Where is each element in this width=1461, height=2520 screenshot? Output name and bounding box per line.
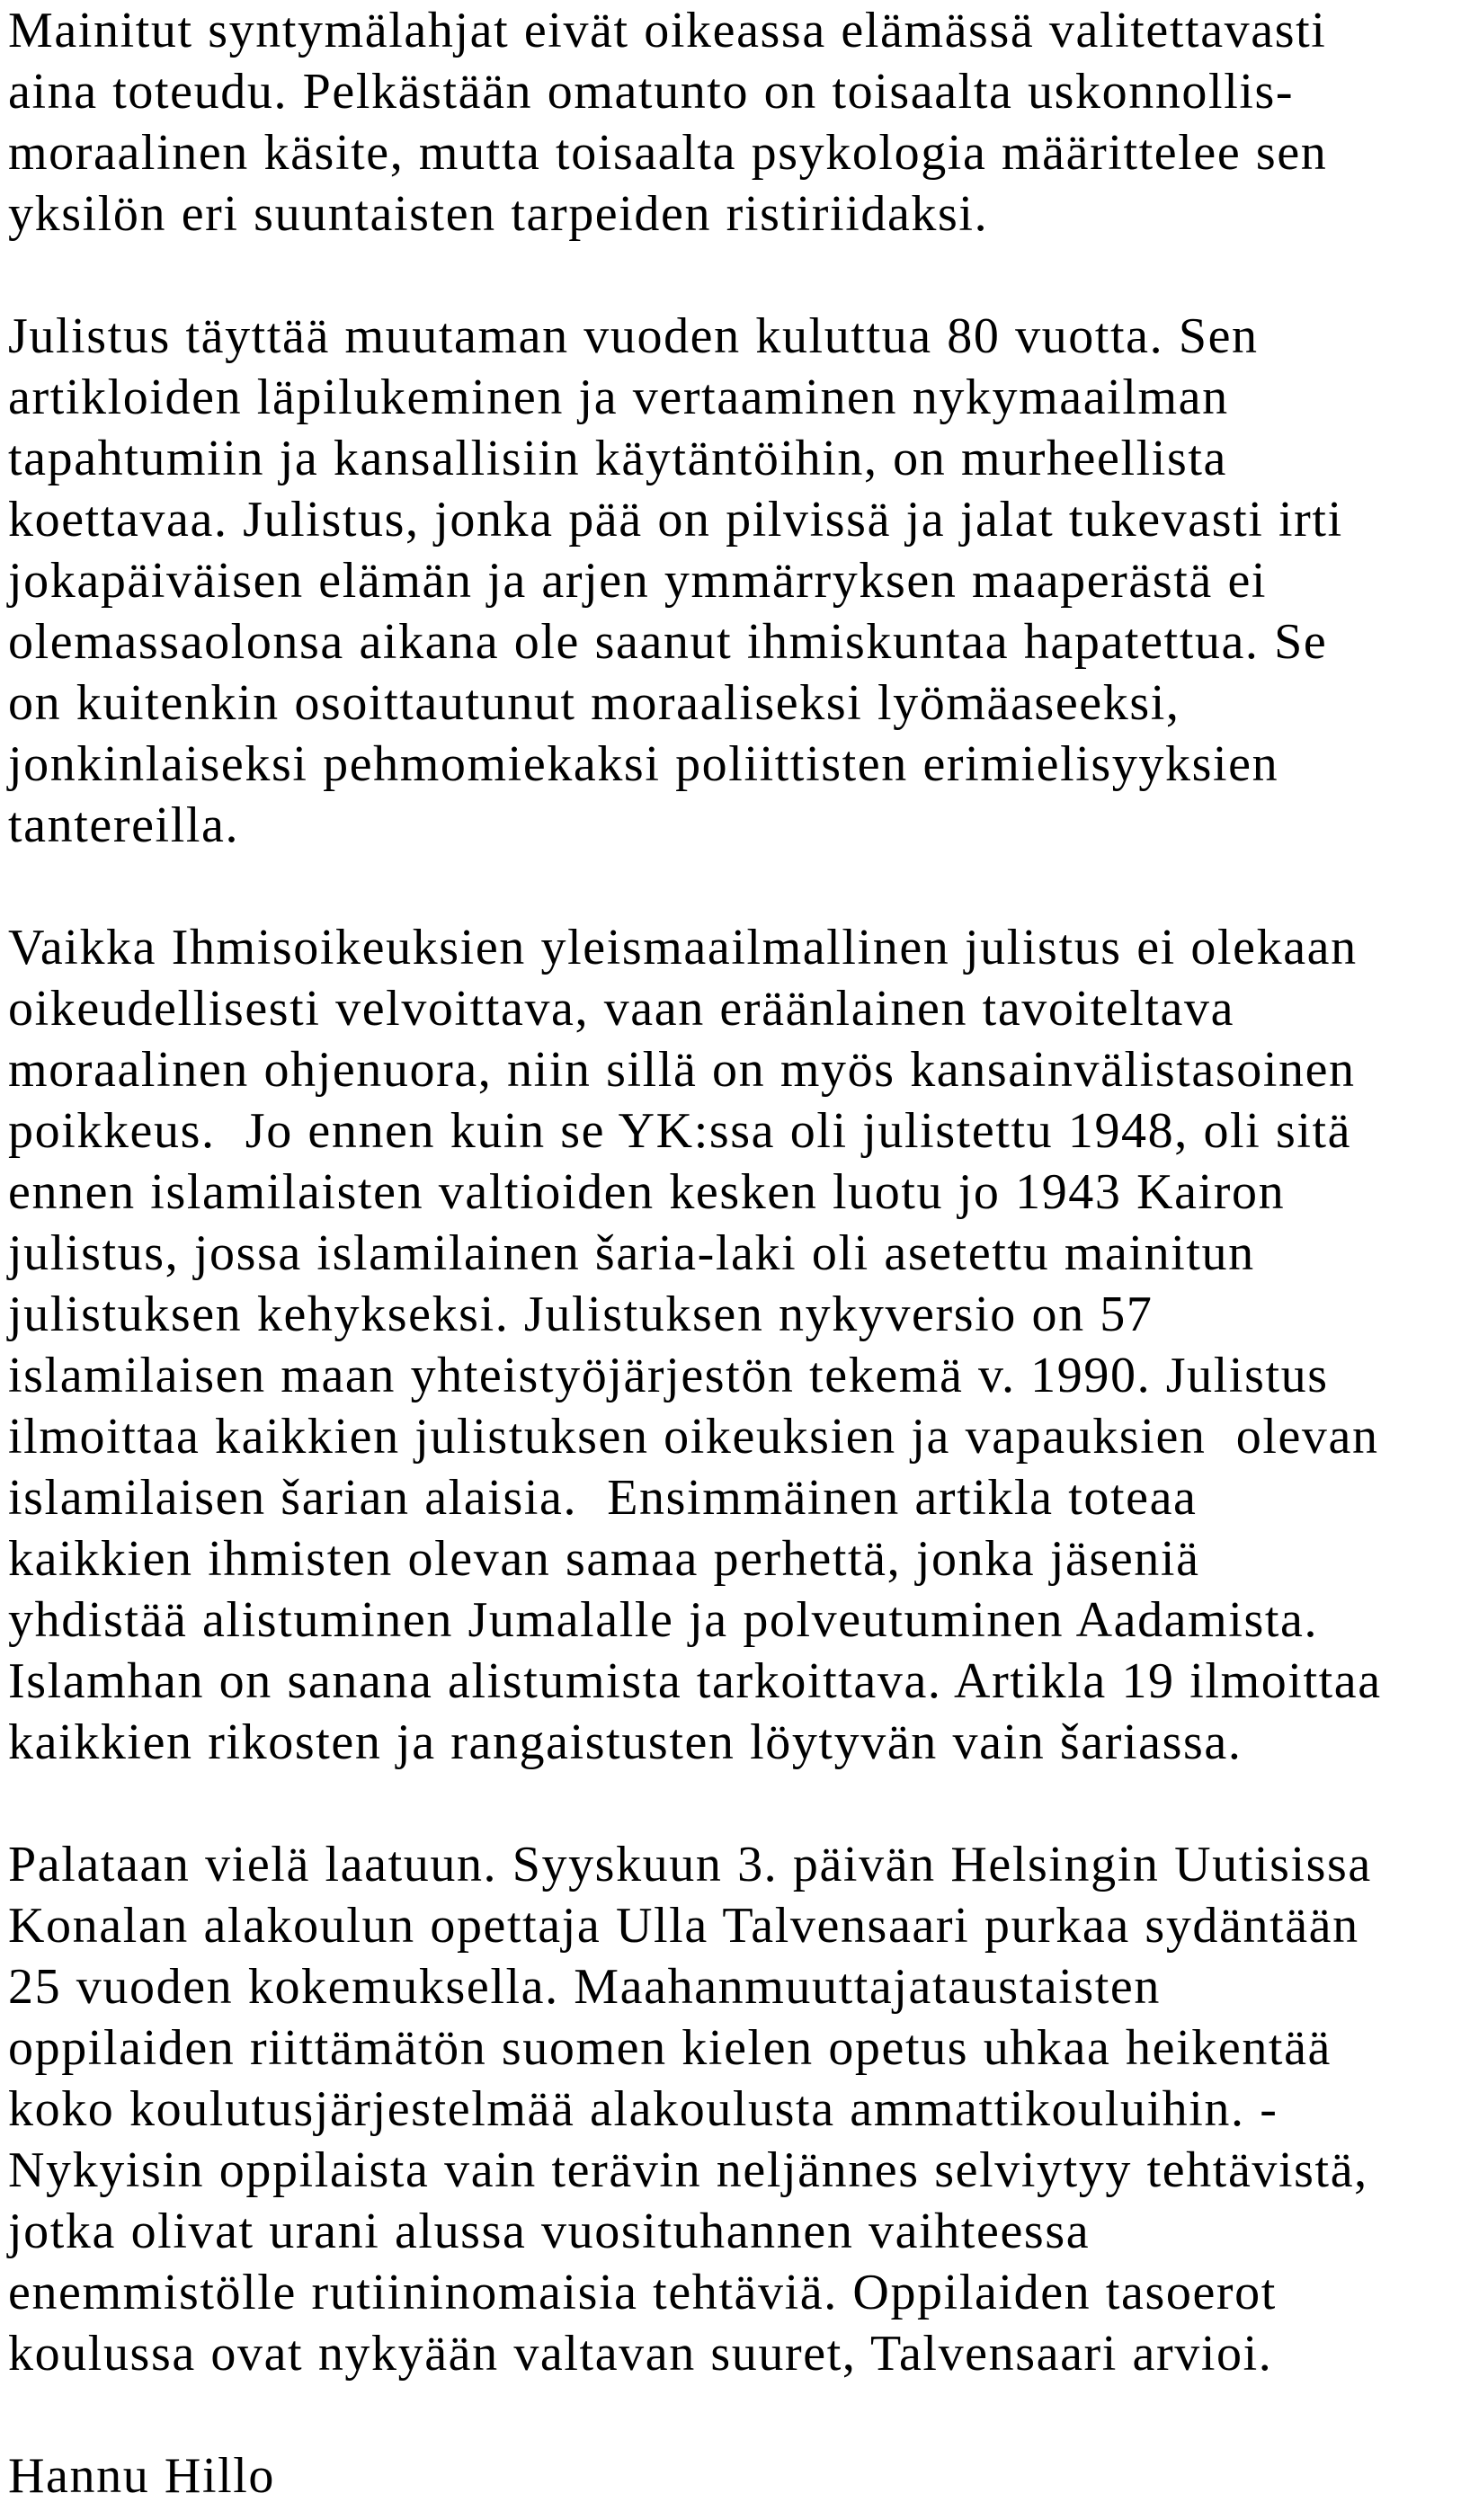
text-line: tantereilla. (8, 797, 240, 853)
author-signature: Hannu Hillo (8, 2448, 276, 2504)
signature-block (8, 2445, 1456, 2507)
text-line: moraalinen käsite, mutta toisaalta psykologia määrittelee sen (8, 125, 1328, 181)
text-line: islamilaisen maan yhteistyöjärjestön tekemä v. 1990. Julistus (8, 1348, 1329, 1403)
paragraph-3 (8, 917, 1456, 1773)
text-line: poikkeus. Jo ennen kuin se YK:ssa oli julistettu 1948, oli sitä (8, 1103, 1352, 1159)
text-line: moraalinen ohjenuora, niin sillä on myös kansainvälistasoinen (8, 1042, 1356, 1098)
text-line: Islamhan on sanana alistumista tarkoittava. Artikla 19 ilmoittaa (8, 1653, 1382, 1709)
text-line: kaikkien rikosten ja rangaistusten löytyvän vain šariassa. (8, 1714, 1243, 1770)
text-line: Mainitut syntymälahjat eivät oikeassa elämässä valitettavasti (8, 3, 1327, 58)
text-line: ennen islamilaisten valtioiden kesken luotu jo 1943 Kairon (8, 1164, 1286, 1220)
text-line: koettavaa. Julistus, jonka pää on pilvissä ja jalat tukevasti irti (8, 492, 1343, 548)
text-line: julistuksen kehykseksi. Julistuksen nykyversio on 57 (8, 1287, 1154, 1342)
text-line: julistus, jossa islamilainen šaria-laki oli asetettu mainitun (8, 1225, 1255, 1281)
text-line: koulussa ovat nykyään valtavan suuret, Talvensaari arvioi. (8, 2326, 1273, 2382)
text-line: kaikkien ihmisten olevan samaa perhettä, jonka jäseniä (8, 1531, 1200, 1587)
paragraph-2 (8, 306, 1456, 856)
text-line: jokapäiväisen elämän ja arjen ymmärryksen maaperästä ei (8, 553, 1268, 609)
text-line: oppilaiden riittämätön suomen kielen opetus uhkaa heikentää (8, 2020, 1332, 2076)
text-line: artikloiden läpilukeminen ja vertaaminen nykymaailman (8, 370, 1229, 425)
text-line: jotka olivat urani alussa vuosituhannen vaihteessa (8, 2204, 1091, 2259)
text-line: oikeudellisesti velvoittava, vaan eräänlainen tavoiteltava (8, 981, 1235, 1037)
text-line: on kuitenkin osoittautunut moraaliseksi lyömäaseeksi, (8, 675, 1180, 731)
text-line: jonkinlaiseksi pehmomiekaksi poliittisten erimielisyyksien (8, 736, 1279, 792)
text-line: Vaikka Ihmisoikeuksien yleismaailmallinen julistus ei olekaan (8, 920, 1358, 975)
text-line: enemmistölle rutiininomaisia tehtäviä. Oppilaiden tasoerot (8, 2265, 1277, 2320)
text-line: yhdistää alistuminen Jumalalle ja polveutuminen Aadamista. (8, 1592, 1319, 1648)
text-line: Nykyisin oppilaista vain terävin neljännes selviytyy tehtävistä, (8, 2142, 1368, 2198)
text-line: islamilaisen šarian alaisia. Ensimmäinen artikla toteaa (8, 1470, 1198, 1526)
text-line: olemassaolonsa aikana ole saanut ihmiskuntaa hapatettua. Se (8, 614, 1328, 670)
paragraph-4 (8, 1834, 1456, 2384)
text-line: Palataan vielä laatuun. Syyskuun 3. päivän Helsingin Uutisissa (8, 1837, 1372, 1892)
text-line: 25 vuoden kokemuksella. Maahanmuuttajataustaisten (8, 1959, 1161, 2015)
text-line: Julistus täyttää muutaman vuoden kuluttua 80 vuotta. Sen (8, 308, 1259, 364)
text-line: tapahtumiin ja kansallisiin käytäntöihin, on murheellista (8, 431, 1227, 486)
text-line: Konalan alakoulun opettaja Ulla Talvensaari purkaa sydäntään (8, 1898, 1359, 1954)
text-line: koko koulutusjärjestelmää alakoulusta ammattikouluihin. - (8, 2081, 1278, 2137)
text-line: aina toteudu. Pelkästään omatunto on toisaalta uskonnollis- (8, 64, 1295, 120)
document-body (8, 0, 1456, 2507)
text-line: ilmoittaa kaikkien julistuksen oikeuksien ja vapauksien olevan (8, 1409, 1379, 1465)
paragraph-1 (8, 0, 1456, 245)
text-line: yksilön eri suuntaisten tarpeiden ristiriidaksi. (8, 186, 989, 242)
